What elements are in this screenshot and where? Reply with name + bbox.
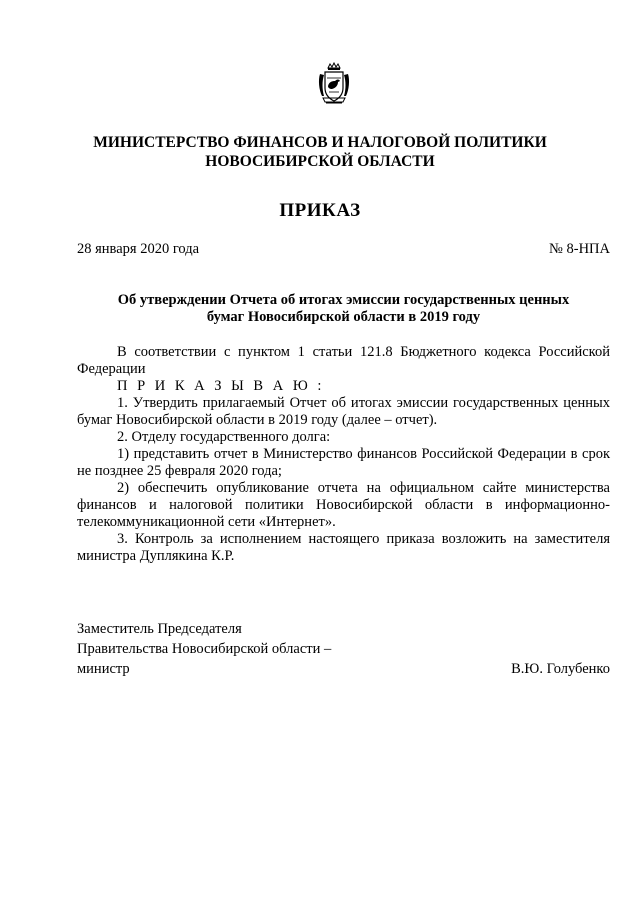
document-date: 28 января 2020 года [77, 241, 200, 257]
paragraph-item-2-1: 1) представить отчет в Министерство финансов Российской Федерации в срок не позднее 25 февраля 2020 года; [77, 446, 610, 479]
paragraph-legal-basis: В соответствии с пунктом 1 статьи 121.8 Бюджетного кодекса Российской Федерации [77, 344, 610, 377]
signatory-last-line [77, 659, 610, 679]
document-body [77, 344, 610, 565]
document-subject [77, 292, 610, 326]
signatory-position-line2: Правительства Новосибирской области – [77, 641, 332, 657]
paragraph-item-1: 1. Утвердить прилагаемый Отчет об итогах эмиссии государственных ценных бумаг Новосибирской области в 2019 году (далее – отчет). [77, 395, 610, 428]
paragraph-item-2: 2. Отделу государственного долга: [117, 429, 331, 445]
document-type-title: ПРИКАЗ [279, 200, 361, 221]
signatory-position-line3: министр [77, 661, 130, 677]
ministry-name-line1: МИНИСТЕРСТВО ФИНАНСОВ И НАЛОГОВОЙ ПОЛИТИКИ [93, 134, 547, 151]
paragraph-item-2-2: 2) обеспечить опубликование отчета на официальном сайте министерства финансов и налоговой политики Новосибирской области в информационно-телекоммуникационной сети «Интернет». [77, 480, 610, 530]
paragraph-item-3: 3. Контроль за исполнением настоящего приказа возложить на заместителя министра Дуплякина К.Р. [77, 531, 610, 564]
subject-line2: бумаг Новосибирской области в 2019 году [206, 309, 481, 325]
document-meta [77, 240, 610, 258]
paragraph-order-word: П Р И К А З Ы В А Ю : [117, 378, 325, 394]
subject-line1: Об утверждении Отчета об итогах эмиссии государственных ценных [117, 292, 570, 308]
signatory-position-line1: Заместитель Председателя [77, 621, 242, 637]
document-number: № 8-НПА [549, 241, 610, 257]
signature-block [77, 619, 610, 679]
signatory-name: В.Ю. Голубенко [511, 661, 610, 677]
ministry-name-line2: НОВОСИБИРСКОЙ ОБЛАСТИ [205, 153, 435, 170]
coat-of-arms-icon [317, 62, 351, 106]
ministry-name [60, 133, 580, 171]
